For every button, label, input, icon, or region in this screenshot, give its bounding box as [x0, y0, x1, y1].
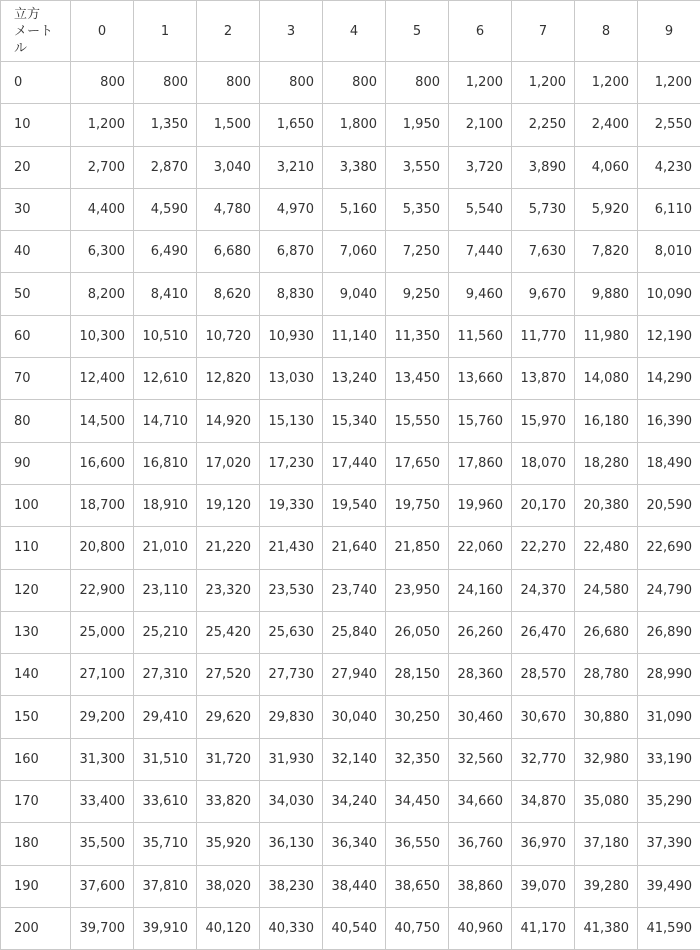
- fee-cell: 35,920: [197, 823, 260, 865]
- fee-cell: 24,160: [449, 569, 512, 611]
- fee-cell: 28,360: [449, 654, 512, 696]
- fee-cell: 2,550: [638, 104, 700, 146]
- fee-cell: 9,880: [575, 273, 638, 315]
- fee-cell: 1,950: [386, 104, 449, 146]
- fee-cell: 8,410: [134, 273, 197, 315]
- fee-cell: 13,660: [449, 358, 512, 400]
- row-header: 200: [1, 907, 71, 949]
- fee-cell: 1,200: [71, 104, 134, 146]
- fee-cell: 2,870: [134, 146, 197, 188]
- fee-cell: 14,290: [638, 358, 700, 400]
- fee-cell: 40,330: [260, 907, 323, 949]
- table-row: [1, 696, 700, 738]
- fee-cell: 26,260: [449, 611, 512, 653]
- column-header: 9: [638, 1, 700, 62]
- row-header: 100: [1, 484, 71, 526]
- fee-cell: 23,950: [386, 569, 449, 611]
- fee-cell: 26,470: [512, 611, 575, 653]
- fee-cell: 19,540: [323, 484, 386, 526]
- fee-cell: 38,020: [197, 865, 260, 907]
- fee-cell: 40,120: [197, 907, 260, 949]
- fee-cell: 1,800: [323, 104, 386, 146]
- table-row: [1, 865, 700, 907]
- fee-cell: 36,760: [449, 823, 512, 865]
- fee-cell: 34,660: [449, 781, 512, 823]
- fee-cell: 41,380: [575, 907, 638, 949]
- fee-cell: 31,720: [197, 738, 260, 780]
- fee-cell: 16,390: [638, 400, 700, 442]
- table-row: [1, 781, 700, 823]
- fee-cell: 24,790: [638, 569, 700, 611]
- fee-cell: 12,400: [71, 358, 134, 400]
- fee-cell: 13,450: [386, 358, 449, 400]
- fee-cell: 23,740: [323, 569, 386, 611]
- fee-cell: 24,580: [575, 569, 638, 611]
- fee-cell: 17,230: [260, 442, 323, 484]
- row-header: 70: [1, 358, 71, 400]
- fee-cell: 15,760: [449, 400, 512, 442]
- fee-cell: 8,200: [71, 273, 134, 315]
- fee-cell: 33,610: [134, 781, 197, 823]
- fee-cell: 10,510: [134, 315, 197, 357]
- fee-cell: 5,540: [449, 188, 512, 230]
- fee-cell: 13,870: [512, 358, 575, 400]
- table-row: [1, 738, 700, 780]
- table-row: [1, 484, 700, 526]
- fee-cell: 22,060: [449, 527, 512, 569]
- row-header: 150: [1, 696, 71, 738]
- fee-cell: 28,570: [512, 654, 575, 696]
- table-row: [1, 358, 700, 400]
- fee-cell: 10,720: [197, 315, 260, 357]
- fee-cell: 15,130: [260, 400, 323, 442]
- fee-cell: 34,870: [512, 781, 575, 823]
- fee-cell: 39,490: [638, 865, 700, 907]
- fee-cell: 19,120: [197, 484, 260, 526]
- fee-cell: 7,630: [512, 231, 575, 273]
- fee-cell: 34,450: [386, 781, 449, 823]
- fee-cell: 6,870: [260, 231, 323, 273]
- fee-cell: 800: [71, 62, 134, 104]
- row-header: 180: [1, 823, 71, 865]
- fee-cell: 15,340: [323, 400, 386, 442]
- fee-cell: 11,770: [512, 315, 575, 357]
- fee-cell: 18,070: [512, 442, 575, 484]
- fee-cell: 8,620: [197, 273, 260, 315]
- fee-cell: 1,200: [575, 62, 638, 104]
- table-row: [1, 527, 700, 569]
- fee-cell: 31,930: [260, 738, 323, 780]
- table-row: [1, 907, 700, 949]
- fee-cell: 41,590: [638, 907, 700, 949]
- fee-cell: 23,530: [260, 569, 323, 611]
- fee-cell: 17,020: [197, 442, 260, 484]
- fee-cell: 39,070: [512, 865, 575, 907]
- fee-cell: 800: [323, 62, 386, 104]
- fee-cell: 34,240: [323, 781, 386, 823]
- fee-cell: 25,420: [197, 611, 260, 653]
- fee-cell: 21,010: [134, 527, 197, 569]
- fee-cell: 29,200: [71, 696, 134, 738]
- fee-cell: 26,050: [386, 611, 449, 653]
- fee-cell: 7,440: [449, 231, 512, 273]
- table-row: [1, 315, 700, 357]
- fee-cell: 3,550: [386, 146, 449, 188]
- fee-cell: 6,490: [134, 231, 197, 273]
- table-row: [1, 400, 700, 442]
- row-header: 130: [1, 611, 71, 653]
- table-row: [1, 442, 700, 484]
- fee-cell: 35,080: [575, 781, 638, 823]
- fee-cell: 26,680: [575, 611, 638, 653]
- fee-cell: 3,040: [197, 146, 260, 188]
- fee-cell: 12,190: [638, 315, 700, 357]
- fee-cell: 3,720: [449, 146, 512, 188]
- column-header: 8: [575, 1, 638, 62]
- fee-cell: 13,240: [323, 358, 386, 400]
- fee-cell: 26,890: [638, 611, 700, 653]
- fee-cell: 5,160: [323, 188, 386, 230]
- row-header: 110: [1, 527, 71, 569]
- table-row: [1, 654, 700, 696]
- fee-cell: 30,250: [386, 696, 449, 738]
- fee-cell: 22,900: [71, 569, 134, 611]
- column-header: 3: [260, 1, 323, 62]
- fee-cell: 18,700: [71, 484, 134, 526]
- fee-cell: 10,300: [71, 315, 134, 357]
- fee-cell: 27,730: [260, 654, 323, 696]
- row-header: 10: [1, 104, 71, 146]
- fee-cell: 32,350: [386, 738, 449, 780]
- row-header: 20: [1, 146, 71, 188]
- fee-cell: 30,670: [512, 696, 575, 738]
- fee-cell: 1,650: [260, 104, 323, 146]
- fee-cell: 27,940: [323, 654, 386, 696]
- fee-cell: 32,140: [323, 738, 386, 780]
- fee-cell: 20,170: [512, 484, 575, 526]
- fee-cell: 11,560: [449, 315, 512, 357]
- fee-cell: 37,180: [575, 823, 638, 865]
- fee-cell: 21,640: [323, 527, 386, 569]
- row-header: 60: [1, 315, 71, 357]
- fee-cell: 33,400: [71, 781, 134, 823]
- corner-header: [1, 1, 71, 62]
- fee-cell: 800: [134, 62, 197, 104]
- fee-cell: 1,200: [512, 62, 575, 104]
- fee-cell: 25,840: [323, 611, 386, 653]
- fee-cell: 37,600: [71, 865, 134, 907]
- fee-cell: 30,040: [323, 696, 386, 738]
- fee-cell: 3,890: [512, 146, 575, 188]
- row-header: 120: [1, 569, 71, 611]
- row-header: 170: [1, 781, 71, 823]
- fee-cell: 40,750: [386, 907, 449, 949]
- row-header: 30: [1, 188, 71, 230]
- fee-cell: 18,490: [638, 442, 700, 484]
- fee-cell: 29,830: [260, 696, 323, 738]
- fee-cell: 16,810: [134, 442, 197, 484]
- row-header: 190: [1, 865, 71, 907]
- fee-cell: 1,500: [197, 104, 260, 146]
- fee-cell: 40,540: [323, 907, 386, 949]
- fee-cell: 9,670: [512, 273, 575, 315]
- fee-cell: 35,710: [134, 823, 197, 865]
- column-header: 7: [512, 1, 575, 62]
- fee-cell: 9,040: [323, 273, 386, 315]
- fee-cell: 14,920: [197, 400, 260, 442]
- fee-cell: 2,100: [449, 104, 512, 146]
- fee-cell: 39,280: [575, 865, 638, 907]
- table-row: [1, 231, 700, 273]
- fee-cell: 24,370: [512, 569, 575, 611]
- fee-cell: 20,590: [638, 484, 700, 526]
- fee-cell: 21,850: [386, 527, 449, 569]
- row-header: 90: [1, 442, 71, 484]
- fee-cell: 800: [386, 62, 449, 104]
- fee-cell: 32,560: [449, 738, 512, 780]
- fee-cell: 12,820: [197, 358, 260, 400]
- fee-cell: 15,970: [512, 400, 575, 442]
- fee-cell: 17,860: [449, 442, 512, 484]
- fee-cell: 35,290: [638, 781, 700, 823]
- column-header: 0: [71, 1, 134, 62]
- fee-cell: 23,110: [134, 569, 197, 611]
- column-header: 1: [134, 1, 197, 62]
- table-row: [1, 188, 700, 230]
- table-row: [1, 62, 700, 104]
- fee-cell: 35,500: [71, 823, 134, 865]
- fee-cell: 33,820: [197, 781, 260, 823]
- fee-cell: 19,960: [449, 484, 512, 526]
- fee-cell: 9,250: [386, 273, 449, 315]
- fee-cell: 23,320: [197, 569, 260, 611]
- fee-cell: 14,710: [134, 400, 197, 442]
- fee-cell: 4,970: [260, 188, 323, 230]
- fee-cell: 41,170: [512, 907, 575, 949]
- fee-cell: 38,650: [386, 865, 449, 907]
- fee-cell: 20,800: [71, 527, 134, 569]
- fee-cell: 36,550: [386, 823, 449, 865]
- header-row: [1, 1, 700, 62]
- fee-cell: 21,430: [260, 527, 323, 569]
- fee-cell: 3,210: [260, 146, 323, 188]
- table-row: [1, 569, 700, 611]
- fee-cell: 27,520: [197, 654, 260, 696]
- row-header: 50: [1, 273, 71, 315]
- fee-cell: 6,680: [197, 231, 260, 273]
- fee-cell: 25,210: [134, 611, 197, 653]
- fee-cell: 36,970: [512, 823, 575, 865]
- fee-cell: 8,010: [638, 231, 700, 273]
- fee-cell: 30,460: [449, 696, 512, 738]
- fee-cell: 4,060: [575, 146, 638, 188]
- fee-cell: 40,960: [449, 907, 512, 949]
- fee-cell: 800: [197, 62, 260, 104]
- fee-cell: 13,030: [260, 358, 323, 400]
- fee-cell: 5,920: [575, 188, 638, 230]
- fee-cell: 5,350: [386, 188, 449, 230]
- table-row: [1, 823, 700, 865]
- fee-cell: 25,000: [71, 611, 134, 653]
- fee-cell: 22,690: [638, 527, 700, 569]
- fee-cell: 39,700: [71, 907, 134, 949]
- fee-cell: 1,200: [638, 62, 700, 104]
- fee-cell: 31,300: [71, 738, 134, 780]
- fee-cell: 29,410: [134, 696, 197, 738]
- fee-cell: 31,090: [638, 696, 700, 738]
- fee-cell: 7,060: [323, 231, 386, 273]
- fee-cell: 31,510: [134, 738, 197, 780]
- table-row: [1, 104, 700, 146]
- fee-cell: 4,780: [197, 188, 260, 230]
- fee-cell: 12,610: [134, 358, 197, 400]
- fee-cell: 28,780: [575, 654, 638, 696]
- fee-cell: 16,600: [71, 442, 134, 484]
- fee-cell: 32,980: [575, 738, 638, 780]
- fee-cell: 38,860: [449, 865, 512, 907]
- table-row: [1, 611, 700, 653]
- fee-cell: 28,150: [386, 654, 449, 696]
- fee-cell: 36,340: [323, 823, 386, 865]
- fee-cell: 32,770: [512, 738, 575, 780]
- fee-cell: 10,930: [260, 315, 323, 357]
- fee-cell: 1,200: [449, 62, 512, 104]
- fee-cell: 38,230: [260, 865, 323, 907]
- fee-cell: 38,440: [323, 865, 386, 907]
- fee-cell: 7,250: [386, 231, 449, 273]
- corner-header-line1: 立方: [14, 6, 41, 22]
- fee-cell: 14,080: [575, 358, 638, 400]
- fee-cell: 800: [260, 62, 323, 104]
- fee-cell: 25,630: [260, 611, 323, 653]
- fee-cell: 4,590: [134, 188, 197, 230]
- column-header: 2: [197, 1, 260, 62]
- fee-cell: 16,180: [575, 400, 638, 442]
- fee-cell: 37,390: [638, 823, 700, 865]
- fee-cell: 17,650: [386, 442, 449, 484]
- fee-cell: 8,830: [260, 273, 323, 315]
- fee-cell: 19,330: [260, 484, 323, 526]
- fee-cell: 7,820: [575, 231, 638, 273]
- fee-cell: 4,400: [71, 188, 134, 230]
- fee-cell: 21,220: [197, 527, 260, 569]
- table-body: [1, 62, 700, 950]
- fee-cell: 9,460: [449, 273, 512, 315]
- column-header: 6: [449, 1, 512, 62]
- fee-cell: 6,110: [638, 188, 700, 230]
- fee-cell: 11,350: [386, 315, 449, 357]
- fee-cell: 5,730: [512, 188, 575, 230]
- fee-cell: 18,910: [134, 484, 197, 526]
- row-header: 40: [1, 231, 71, 273]
- fee-cell: 18,280: [575, 442, 638, 484]
- fee-cell: 6,300: [71, 231, 134, 273]
- fee-cell: 3,380: [323, 146, 386, 188]
- column-header: 5: [386, 1, 449, 62]
- fee-cell: 22,480: [575, 527, 638, 569]
- fee-cell: 33,190: [638, 738, 700, 780]
- fee-cell: 2,700: [71, 146, 134, 188]
- fee-cell: 19,750: [386, 484, 449, 526]
- fee-cell: 2,400: [575, 104, 638, 146]
- fee-cell: 20,380: [575, 484, 638, 526]
- fee-cell: 15,550: [386, 400, 449, 442]
- row-header: 160: [1, 738, 71, 780]
- fee-cell: 11,140: [323, 315, 386, 357]
- fee-cell: 22,270: [512, 527, 575, 569]
- row-header: 140: [1, 654, 71, 696]
- fee-cell: 2,250: [512, 104, 575, 146]
- fee-cell: 4,230: [638, 146, 700, 188]
- fee-cell: 28,990: [638, 654, 700, 696]
- column-header: 4: [323, 1, 386, 62]
- fee-cell: 10,090: [638, 273, 700, 315]
- fee-cell: 11,980: [575, 315, 638, 357]
- fee-cell: 1,350: [134, 104, 197, 146]
- table-row: [1, 273, 700, 315]
- fee-cell: 27,100: [71, 654, 134, 696]
- fee-cell: 36,130: [260, 823, 323, 865]
- fee-cell: 37,810: [134, 865, 197, 907]
- corner-header-line2: メートル: [14, 23, 54, 56]
- fee-cell: 29,620: [197, 696, 260, 738]
- fee-cell: 14,500: [71, 400, 134, 442]
- fee-cell: 30,880: [575, 696, 638, 738]
- row-header: 0: [1, 62, 71, 104]
- fee-cell: 34,030: [260, 781, 323, 823]
- row-header: 80: [1, 400, 71, 442]
- fee-cell: 17,440: [323, 442, 386, 484]
- fee-cell: 39,910: [134, 907, 197, 949]
- fee-cell: 27,310: [134, 654, 197, 696]
- table-row: [1, 146, 700, 188]
